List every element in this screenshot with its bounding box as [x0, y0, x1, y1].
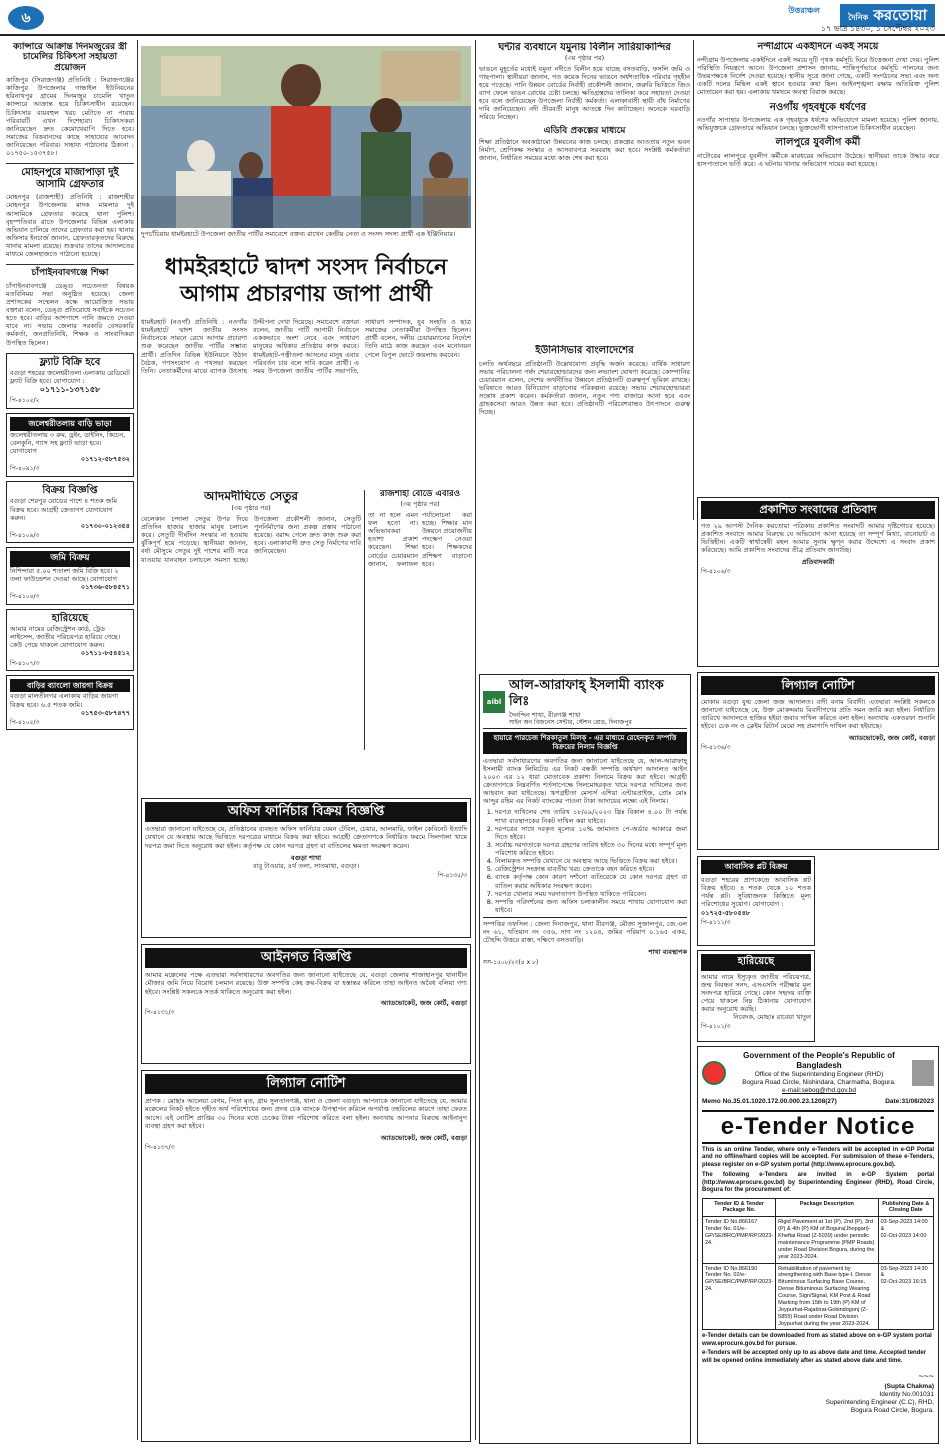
classified-body: আমার নামের রেজিস্ট্রেশন কার্ড, ট্রেড লাইসেন্স, জাতীয় পরিচয়পত্র হারিয়ে গেছে। কেউ পেয়ে থাকলে যোগাযোগ করুন।	[10, 625, 121, 650]
classified-ref: পি-৪১০৭/৩	[10, 659, 40, 667]
left-column	[6, 42, 134, 1447]
bank-condition: 2. দরপত্রের সাথে দরকৃত মূল্যের ১০% জামানত পে-অর্ডার আকারে জমা দিতে হইবে।	[495, 825, 687, 841]
legal-notice-ref: পি-৪১৩৭/৩	[145, 1143, 175, 1151]
page-number: ৬	[8, 6, 44, 30]
legal-notice-right-ref: পি-৪১৩৬/৩	[701, 743, 731, 751]
university-body: চলতি অর্থবছরে প্রতিষ্ঠানটি উল্লেখযোগ্য প্রবৃদ্ধি অর্জন করেছে। বার্ষিক সাধারণ সভায় পরিচালনা পর্ষদ শেয়ারহোল্ডারদের জন্য লভ্যাংশ ঘোষণা করেছে। কোম্পানির চেয়ারম্যান বলেন, দেশের অর্থনীতির উন্নয়নে প্রতিষ্ঠানটি গুরুত্বপূর্ণ ভূমিকা রাখছে। ভবিষ্যতে আরও বিনিয়োগ বাড়ানোর পরিকল্পনা রয়েছে। সভায় শেয়ারহোল্ডাররা সন্তোষ প্রকাশ করেন। কর্মকর্তারা জানান, নতুন পণ্য বাজারে আনা হবে এবং গ্রাহকসেবা আরও উন্নত করা হবে। প্রতিষ্ঠানটি পরিবেশবান্ধব উৎপাদনে গুরুত্ব দিচ্ছে।	[479, 359, 690, 417]
bank-branch: দৈনন্দিন শাখা, বীরগঞ্জ শাখা	[509, 710, 581, 719]
legal-notice-right-title: লিগ্যাল নোটিশ	[701, 676, 935, 695]
tender-office: Office of the Superintending Engineer (RHD)	[754, 1071, 884, 1078]
classified-phone: ০১৭১১-৮৫৪৫১২	[80, 649, 130, 658]
bank-condition: 6. ব্যাংক কর্তৃপক্ষ কোন কারণ দর্শানো ব্যতিরেকে যে কোন দরপত্র গ্রহণ বা বাতিল করার অধিকার সংরক্ষণ করেন।	[495, 873, 687, 889]
bank-signature: শাখা ব্যবস্থাপক	[648, 948, 687, 957]
classified-ref: পি-৪১০৫/৩	[10, 718, 40, 726]
bank-condition: 4. নিলামকৃত সম্পত্তি যেখানে যে অবস্থায় আছে ভিত্তিতে বিক্রয় করা হইবে।	[495, 857, 687, 865]
classified-phone: ০১৭১২-৫৮৭৫৩২	[80, 455, 130, 464]
tender-note2: e-Tenders will be accepted only up to as above date and time. Accepted tender will be opened online immediately after as stated above date and time.	[702, 1350, 927, 1364]
right-stories	[697, 42, 939, 520]
classified-body: নিশিন্দারা ৫.০০ শতাংশ জমি বিক্রি হবে। ২ তলা ফাউন্ডেশন দেওয়া আছে। যোগাযোগ	[10, 566, 119, 583]
classified-ad	[6, 353, 134, 409]
housing-phone: ০১৭২৫-৫৮০৫৪৮	[701, 908, 751, 917]
rajshahi-story	[364, 490, 472, 750]
furniture-address: বাবু টাওয়ার, ৪র্থ তলা, সাতমাথা, বগুড়া।	[252, 861, 360, 870]
classified-title: ফ্ল্যাট বিক্রি হবে	[39, 356, 101, 368]
classified-phone: ০১৭৩০-০১২৩৫৪	[80, 521, 130, 530]
tender-table	[702, 1198, 934, 1331]
naogaon-sub-headline: নওগাঁয় গৃহবধূকে ধর্ষণের	[769, 101, 867, 113]
naogaon-body: নন্দীগ্রাম উপজেলায় একইদিনে একই সময়ে দুটি পৃথক কর্মসূচি ঘিরে উত্তেজনা দেখা দেয়। পুলিশ পরিস্থিতি নিয়ন্ত্রণে আনে। উপজেলা প্রশাসন জানায়, শান্তিপূর্ণভাবে কর্মসূচি পালনের জন্য উভয়পক্ষকে নির্দেশ দেওয়া হয়েছে। স্থানীয় সূত্রে জানা গেছে, একটি সংগঠনের সভা এবং অন্য একটি দলের মিছিল একই স্থানে হওয়ার কথা ছিল। আইনশৃঙ্খলা রক্ষায় অতিরিক্ত পুলিশ মোতায়েন করা হয়। এলাকায় থমথমে অবস্থা বিরাজ করছে।	[697, 55, 939, 97]
jamuna-body: ভাঙনে মুহূর্তের মধ্যেই যমুনা নদীতে বিলীন হয়ে যাচ্ছে বসতবাড়ি, ফসলি জমি ও গাছপালা। স্থানীয়রা জানান, গত কয়েক দিনের ভাঙনে অর্ধশতাধিক পরিবার গৃহহীন হয়ে পড়েছে। পানি উন্নয়ন বোর্ডের নির্বাহী প্রকৌশলী জানান, জরুরি ভিত্তিতে জিও ব্যাগ ফেলে ভাঙন রোধের চেষ্টা চলছে। ক্ষতিগ্রস্তদের তালিকা করে সহায়তা দেওয়া হবে বলে জানিয়েছেন উপজেলা নির্বাহী কর্মকর্তা। এলাকাবাসী স্থায়ী বাঁধ নির্মাণের দাবি জানিয়েছেন। নদী তীরবর্তী মানুষ আতঙ্কে দিন কাটাচ্ছেন। অনেকে ঘরবাড়ি সরিয়ে নিচ্ছেন।	[479, 64, 690, 122]
page-header	[0, 0, 945, 36]
photo-caption: দুপচাঁচিয়ায় ধামইরহাটে উপজেলা জাতীয় পার্টির সমাবেশে বক্তব্য রাখেন কেন্দ্রীয় নেতা ও সংসদ সদস্য প্রার্থী এক ইঞ্জিনিয়ার।	[141, 230, 456, 238]
tender-email: e-mail:sebog@rhd.gov.bd	[781, 1087, 857, 1095]
naogaon-headline: নন্দীগ্রামে একইদিনে একই সময়ে	[757, 42, 879, 52]
column-rule	[693, 40, 694, 520]
bank-condition: 7. দরপত্র খোলার সময় দরদাতাগণ উপস্থিত থাকিতে পারিবেন।	[495, 890, 687, 898]
bank-auction-ad	[479, 674, 691, 1444]
bridge-headline: আদমদীঘিতে সেতুর	[204, 490, 298, 503]
rajshahi-headline: রাজশাহী বোর্ডে এবারও	[380, 490, 460, 499]
tender-col-header: Tender ID & Tender Package No.	[703, 1198, 776, 1217]
portrait-icon	[912, 1060, 934, 1086]
classified-phone: ০১৭১১-১৩৭১৫৮	[39, 385, 101, 395]
lalpur-body: নাটোরের লালপুরে যুবলীগ কর্মীকে মারধরের অভিযোগ উঠেছে। স্থানীয়রা তাকে উদ্ধার করে হাসপাতালে ভর্তি করে। এ ঘটনায় থানায় অভিযোগ দায়ের করা হয়েছে।	[697, 151, 939, 168]
cont-headline: চাঁপাইনবাবগঞ্জে শিক্ষা	[6, 264, 134, 278]
tender-date-cell: 03-Sep-2023 14:00 & 02-Oct-2023 14:00	[878, 1217, 933, 1263]
project-headline: এডিবি প্রকল্পের মাধ্যমে	[543, 125, 626, 136]
housing-title: আবাসিক প্লট বিক্রয়	[701, 860, 811, 874]
tender-gov-title: Government of the People's Republic of Bangladesh	[743, 1051, 895, 1070]
appeal-headline: ক্যান্সারে আক্রান্ত দিনমজুরের স্ত্রী চামেলির চিকিৎসা সহায়তা প্রয়োজন	[12, 42, 128, 73]
bank-address: সাইন অন বিজনেস সেন্টার, স্টেশন রোড, দিনাজপুর	[509, 718, 632, 726]
tender-memo: Memo No.35.01.1020.172.00.000.23.1208(27)	[702, 1098, 837, 1106]
lost-signature: নিবেদক, মোছাঃ রাবেয়া খাতুন	[733, 1013, 811, 1022]
appeal-body: কাজিপুর (সিরাজগঞ্জ) প্রতিনিধি : সিরাজগঞ্জের কাজিপুর উপজেলার গান্ধাইল ইউনিয়নের হরিনাথপুর গ্রামের দিনমজুর চামেলি খাতুন ক্যান্সারে আক্রান্ত হয়ে চিকিৎসাধীন রয়েছেন। চিকিৎসার ব্যয়বহুল খরচ মেটাতে না পারায় পরিবারটি এখন দিশেহারা। চিকিৎসকরা জানিয়েছেন দ্রুত কেমোথেরাপি দিতে হবে। সমাজের বিত্তবানদের কাছে সাহায্যের আবেদন জানিয়েছেন পরিবার। সাহায্য পাঠানোর ঠিকানা : ০১৭৫০-১৫৩৭৫৮।	[6, 76, 134, 158]
classified-ad	[6, 547, 134, 604]
lost-ref: পি-৪১০১/৩	[701, 1023, 731, 1031]
classified-body: বগুড়া শহরের জলেশ্বরীতলা এলাকায় রেডিমেট ফ্ল্যাট বিক্রি হবে। যোগাযোগ :	[10, 369, 130, 386]
legal-ref: পি-৪১৩১/৩	[145, 1008, 175, 1016]
classified-ad	[6, 675, 134, 730]
legal-notice-right-body: মোকাম বগুড়া যুগ্ম জেলা জজ আদালত। বাদী বনাম বিবাদী। এতদ্বারা সংশ্লিষ্ট সকলকে জানানো যাইতেছে যে, উক্ত মোকদ্দমায় বিবাদীগণের প্রতি সমন জারি করা হইল। নির্ধারিত তারিখে আদালতে হাজির হইয়া জবাব দাখিল করিতে বলা হইল। অন্যথায় একতরফা শুনানি হইবে। চেক নং ও ক্লেইম রিটার্ন মেমো সহ প্রমাণাদি দাখিল করা হইয়াছে।	[701, 698, 935, 731]
lost-body: আমার নামে ইস্যুকৃত জাতীয় পরিচয়পত্র, জন্ম নিবন্ধন সনদ, এসএসসি পরীক্ষার মূল সনদপত্র হারিয়ে গেছে। কোন সহৃদয় ব্যক্তি পেয়ে থাকলে নিম্ন ঠিকানায় যোগাযোগ করার অনুরোধ করছি।	[701, 972, 811, 1013]
protest-ref: পি-৪১০৬/৩	[701, 568, 731, 576]
rajshahi-sub: (৩য় পৃষ্ঠার পর)	[400, 499, 440, 508]
lead-story	[141, 318, 471, 488]
classified-ref: পি-৪১০৪/৩	[10, 593, 40, 600]
bank-schedule: সম্পত্তির তফসিল : জেলা দিনাজপুর, থানা বীরগঞ্জ, মৌজা সুজালপুর, জে.এল নং ৬১, খতিয়ান নং ৩৫৬, দাগ নং ১২০৪, জমির পরিমাণ ০.১৬৫ একর, চৌহদ্দি উত্তরে রাস্তা, দক্ষিণে বসতবাড়ি।	[483, 917, 687, 944]
lead-headline: ধামইরহাটে দ্বাদশ সংসদ নির্বাচনে আগাম প্রচারণায় জাপা প্রার্থী	[164, 254, 448, 307]
university-headline: ইউনিসিভার বাংলাদেশের	[535, 345, 634, 356]
classified-ad	[6, 481, 134, 544]
tender-circle: Bogura Road Circle, Nishindara, Charmatha, Bogura.	[742, 1079, 896, 1087]
bridge-sub: (৩য় পৃষ্ঠার পর)	[231, 503, 271, 512]
bridge-body: বেলেকান চন্দালা সেতুর উপর দিয়ে প্রতিদিন হাজার হাজার মানুষ চলাচল করে। সেতুটি দীর্ঘদিন সংস্কার না হওয়ায় ঝুঁকিপূর্ণ হয়ে পড়েছে। স্থানীয়রা জানান, বর্ষা মৌসুমে সেতুর দুই পাশের মাটি সরে যাওয়ায় যানবাহন চলাচলে সমস্যা হচ্ছে। উপজেলা প্রকৌশলী জানান, সেতুটি পুনর্নির্মাণের জন্য প্রকল্প প্রস্তাব পাঠানো হয়েছে। বরাদ্দ পেলে দ্রুত কাজ শুরু করা হবে। এলাকাবাসী দ্রুত সেতু নির্মাণের দাবি জানিয়েছেন।	[141, 514, 361, 564]
classified-ref: পি-৪১০৫/২	[10, 397, 40, 405]
tender-intro2: The following e-Tenders are invited in e-GP System portal (http://www.eprocure.gov.bd) by Superintending Engineer (RHD), Road Circle, Bogura for the procurement of:	[702, 1172, 934, 1193]
protest-body: গত ২৯ আগস্ট দৈনিক করতোয়া পত্রিকায় প্রকাশিত সংবাদটি আমার দৃষ্টিগোচর হয়েছে। প্রকাশিত সংবাদে আমার বিরুদ্ধে যে অভিযোগ আনা হয়েছে তা সম্পূর্ণ মিথ্যা, বানোয়াট ও ভিত্তিহীন। একটি স্বার্থান্বেষী মহল আমার সুনাম ক্ষুণ্ন করার উদ্দেশ্যে এ সংবাদ প্রকাশ করিয়েছে। আমি প্রকাশিত সংবাদের তীব্র প্রতিবাদ জানাচ্ছি।	[701, 521, 935, 555]
legal-body: আমার মক্কেলের পক্ষে এতদ্বারা সর্বসাধারণের অবগতির জন্য জানানো যাইতেছে যে, বগুড়া জেলার শাজাহানপুর থানাধীন মৌজার জমি নিয়ে বিরোধ চলমান রয়েছে। উক্ত সম্পত্তি কেহ ক্রয়-বিক্রয় বা হস্তান্তর করিলে তাহা আইনত অবৈধ বলিয়া গণ্য হইবে। সংশ্লিষ্ট সকলকে সতর্ক থাকিতে অনুরোধ করা হইল।	[145, 971, 467, 996]
bank-logo-icon: aibl	[483, 691, 505, 713]
classified-body: জলেশ্বরীতলায় ৩ রুম, ড্রইং, ডাইনিং, কিচেন, বেলকুনি, গ্যাস সহ ফ্ল্যাট ভাড়া হবে। যোগাযোগ	[10, 430, 126, 456]
etender-ad	[697, 1046, 939, 1444]
legal-notice-right-signature: অ্যাডভোকেট, জজ কোর্ট, বগুড়া	[848, 733, 935, 742]
legal-notice-title: লিগ্যাল নোটিশ	[145, 1074, 467, 1094]
tender-note1: e-Tender details can be downloaded from as stated above on e-GP system portal www.eprocure.gov.bd for pursue.	[702, 1333, 932, 1347]
lost-ad	[697, 950, 815, 1042]
bank-condition: 5. রেজিস্ট্রেশন সংক্রান্ত যাবতীয় খরচ ক্রেতাকে বহন করিতে হইবে।	[495, 865, 687, 873]
rally-photo-image	[141, 46, 471, 228]
tender-date-cell: 03-Sep-2023 14:30 & 02-Oct-2023 16:15	[878, 1263, 933, 1330]
legal-notice-signature: অ্যাডভোকেট, জজ কোর্ট, বগুড়া	[380, 1133, 467, 1142]
tender-sign-title: Superintending Engineer (C.C), RHD,	[825, 1398, 934, 1406]
legal-signature: অ্যাডভোকেট, জজ কোর্ট, বগুড়া	[380, 998, 467, 1007]
dateline: ১৭ ভাদ্র ১৪৩০, ১ সেপ্টেম্বর ২০২৩	[820, 24, 935, 33]
tender-col-header: Publishing Date & Closing Date	[878, 1198, 933, 1217]
classified-phone: ০১৭৫৩-৫৮৭৪৭৭	[80, 708, 130, 717]
rajshahi-body: তা না হলে এমন ফল হতো না। অভিভাবকরা হতাশা প্রকাশ করেছেন। শিক্ষা বোর্ডের চেয়ারম্যান জানান, ফলাফল পর্যালোচনা করা হচ্ছে। শিক্ষার মান উন্নয়নে প্রয়োজনীয় পদক্ষেপ নেওয়া হবে। শিক্ষকদের প্রশিক্ষণ বাড়ানো হবে।	[368, 510, 472, 568]
column-rule	[137, 40, 138, 1440]
classified-title: হারিয়েছে	[51, 612, 89, 624]
classified-title: বাড়ির ব্যাংলো জায়গা বিক্রয়	[10, 679, 130, 692]
classified-phone: ০১৭৩৬-৫৮৪৫৭১	[80, 582, 130, 591]
bank-condition: 1. দরপত্র দাখিলের শেষ তারিখ ১৮/০৯/২০২৩ খ্রিঃ বিকাল ৪.০০ টা পর্যন্ত শাখা ব্যবস্থাপকের নিকট দাখিল করা যাইবে।	[495, 808, 687, 824]
classified-ref: পি-৪০৯১/৩	[10, 465, 40, 473]
lead-body: ধামইরহাট (নওগাঁ) প্রতিনিধি : নওগাঁর ধামইরহাটে দ্বাদশ জাতীয় সংসদ নির্বাচনকে সামনে রেখে আগাম প্রচারণা শুরু করেছেন জাতীয় পার্টির সম্ভাব্য প্রার্থী। প্রতিদিন বিভিন্ন ইউনিয়নে উঠান বৈঠক, গণসংযোগ ও পথসভা করছেন তিনি। নেতাকর্মীদের মাঝে ব্যাপক উৎসাহ উদ্দীপনা দেখা দিয়েছে। সমাবেশে বক্তারা বলেন, জাতীয় পার্টি আগামী নির্বাচনে এককভাবে অংশ নেবে এবং সাধারণ মানুষের অধিকার প্রতিষ্ঠায় কাজ করবে। ধামইরহাট-পত্নীতলা আসনের মানুষ এবার পরিবর্তন চায় বলে দাবি করেন প্রার্থী। এ সময় উপজেলা জাতীয় পার্টির সভাপতি, সাধারণ সম্পাদক, যুব সংহতি ও ছাত্র সমাজের নেতাকর্মীরা উপস্থিত ছিলেন। প্রার্থী বলেন, দলীয় চেয়ারম্যানের নির্দেশে তিনি মাঠে কাজ করছেন এবং মনোনয়ন পেলে বিপুল ভোটে জয়লাভ করবেন।	[141, 318, 471, 375]
lalpur-headline: লালপুরে যুবলীগ কর্মী	[775, 137, 861, 149]
university-story	[479, 345, 690, 670]
classified-title: বিক্রয় বিজ্ঞপ্তি	[42, 484, 98, 496]
tender-date: Date:31/08/2023	[885, 1098, 934, 1106]
jamuna-sub: (৩য় পৃষ্ঠার পর)	[564, 53, 605, 62]
bank-ref: সস-১৫০৮/২৩(৪ x ৮)	[483, 958, 539, 966]
edition-label: উত্তরাঞ্চল	[788, 6, 820, 15]
protest-signature: প্রতিবাদকারী	[801, 558, 835, 567]
classified-title: জলেশ্বরীতলায় বাড়ি ভাড়া	[10, 417, 130, 431]
tender-sign-id: Identity No.001031	[879, 1390, 934, 1398]
tender-id-cell: Tender ID No.866167 Tender No. 01/e-GP/SE/BRC/PMP/RP/2023-24.	[703, 1217, 776, 1263]
jamuna-story	[479, 42, 690, 342]
classified-ref: পি-৪১০৯/৩	[10, 531, 40, 539]
tender-desc-cell: Rehabilitation of pavement by strengthening with Base type-I, Dense Bituminous Surfacing Base Course, Dense Bituminous Surfacing Wearing Course, Sign/Signal, KM Post & Road Marking from 15th to 19th (P) KM of Joypurhat-Rajabirat-Gobindogonj (Z-5855) Road under Road Division Joypurhat during the year 2023-2024.	[776, 1263, 878, 1330]
classified-ad	[6, 609, 134, 672]
furniture-ref: পি-৪১৩৫/৩	[437, 871, 467, 879]
legal-notice-right-ad	[697, 672, 939, 850]
legal-title: আইনগত বিজ্ঞপ্তি	[145, 948, 467, 968]
tender-sign-place: Bogura Road Circle, Bogura.	[850, 1407, 934, 1414]
legal-ad	[141, 944, 471, 1064]
column-rule	[475, 40, 476, 1440]
furniture-body: এতদ্বারা জানানো যাইতেছে যে, প্রতিষ্ঠানের ব্যবহৃত অফিস ফার্নিচার যেমন টেবিল, চেয়ার, আলমারি, ফাইল কেবিনেট ইত্যাদি যেখানে যে অবস্থায় আছে ভিত্তিতে দরপত্রের মাধ্যমে বিক্রয় করা হইবে। আগ্রহী ক্রেতাগণকে নির্ধারিত ফরমে সিলগালা খামে দরপত্র জমা দিতে অনুরোধ করা হইল। কর্তৃপক্ষ যে কোন দরপত্র গ্রহণ বা বাতিলের ক্ষমতা সংরক্ষণ করেন।	[145, 825, 467, 850]
housing-body: বগুড়া শহরের প্রাণকেন্দ্রে আবাসিক প্লট বিক্রয় হইবে। ৪ শতক থেকে ১০ শতক পর্যন্ত প্লট। সুবিধাজনক কিস্তিতে মূল্য পরিশোধের সুযোগ। যোগাযোগ :	[701, 876, 811, 909]
bank-body: এতদ্বারা সর্বসাধারণের অবগতির জন্য জানানো যাইতেছে যে, আল-আরাফাহ্ ইসলামী ব্যাংক লিমিটেড এর নিকট বন্ধকী সম্পত্তি অর্থঋণ আদালত আইন ২০০৩ এর ১২ ধারা মোতাবেক প্রকাশ্য নিলামে বিক্রয় করা হইবে। আগ্রহী ক্রেতাগণকে নিম্নবর্ণিত শর্তসাপেক্ষে সিলমোহরকৃত খামে দরপত্র দাখিলের জন্য আহবান করা যাইতেছে। ঋণগ্রহীতা মেসার্স এশিয়া এন্টারপ্রাইজ, প্রোঃ মোঃ আব্দুর রহিম এর নিকট ব্যাংকের পাওনা টাকা আদায়ের লক্ষ্যে এই নিলাম।	[483, 756, 687, 806]
classified-body: বগুড়া শেরপুর রোডের পাশে ৪ শতক জমি বিক্রয় হবে। আগ্রহী ক্রেতাগণ যোগাযোগ করুন।	[10, 497, 117, 522]
bank-name: আল-আরাফাহ্ ইসলামী ব্যাংক লিঃ	[509, 678, 664, 710]
masthead-sub: দৈনিক	[848, 12, 869, 22]
classified-body: বগুড়া মালতীনগর এলাকায় বাড়ির জায়গা বিক্রয় হবে। ৬.৫ শতক জমি।	[10, 692, 119, 709]
furniture-title: অফিস ফার্নিচার বিক্রয় বিজ্ঞপ্তি	[145, 802, 467, 822]
bank-subtitle: হায়ারে পারচেজ শিরকাতুল মিলক্ - এর মাধ্যমে রেহেনকৃত সম্পত্তি বিক্রয়ের নিলাম বিজ্ঞপ্তি	[483, 732, 687, 754]
arrest-body: মোহনপুর (রাজশাহী) প্রতিনিধি : রাজশাহীর মোহনপুর উপজেলায় মাদক মামলার দুই আসামিকে গ্রেফতার করেছে থানা পুলিশ। বৃহস্পতিবার রাতে উপজেলার বিভিন্ন এলাকায় অভিযান চালিয়ে তাদের গ্রেফতার করা হয়। থানার অফিসার ইনচার্জ জানান, গ্রেফতারকৃতদের বিরুদ্ধে থানায় মামলা রয়েছে। শুক্রবার তাদের আদালতের মাধ্যমে জেলহাজতে পাঠানো হয়েছে।	[6, 193, 134, 259]
classified-title: জমি বিক্রয়	[10, 551, 130, 566]
project-body: শিক্ষা প্রতিষ্ঠানে অবকাঠামো উন্নয়নের কাজ চলছে। প্রকল্পের আওতায় নতুন ভবন নির্মাণ, শ্রেণিকক্ষ সংস্কার ও আসবাবপত্র সরবরাহ করা হবে। সংশ্লিষ্ট কর্মকর্তারা জানান, নির্ধারিত সময়ের মধ্যে কাজ শেষ করা হবে।	[479, 137, 690, 163]
classified-ad	[6, 413, 134, 477]
tender-id-cell: Tender ID No.866190 Tender No. 02/e-GP/SE/BRC/PMP/RP/2023-24.	[703, 1263, 776, 1330]
housing-ref: পি-৪১১১/৩	[701, 918, 731, 926]
furniture-branch: বগুড়া শাখা	[290, 853, 322, 862]
bank-conditions	[495, 808, 687, 914]
naogaon-sub-body: নওগাঁর সাপাহার উপজেলায় এক গৃহবধূকে ধর্ষণের অভিযোগে মামলা হয়েছে। পুলিশ জানায়, অভিযুক্তকে গ্রেফতারে অভিযান চলছে। ভুক্তভোগী হাসপাতালে চিকিৎসাধীন রয়েছেন।	[697, 116, 939, 133]
legal-notice-ad	[141, 1070, 471, 1442]
furniture-ad	[141, 798, 471, 938]
bank-condition: 8. সম্পত্তি পরিদর্শনের জন্য অফিস চলাকালীন সময়ে শাখায় যোগাযোগ করা যাইবে।	[495, 898, 687, 914]
tender-title: e-Tender Notice	[702, 1110, 934, 1144]
gov-emblem-icon	[702, 1061, 726, 1085]
table-row	[703, 1217, 934, 1263]
masthead-title: করতোয়া	[873, 6, 927, 24]
signature-icon: ~~~	[918, 1371, 934, 1382]
tender-col-header: Package Description	[776, 1198, 878, 1217]
protest-title: প্রকাশিত সংবাদের প্রতিবাদ	[701, 501, 935, 519]
news-photo	[141, 46, 471, 228]
tender-desc-cell: Rigid Pavement at 1st (P), 2nd (P), 3rd (P) & 4th (P) KM of Bogura(Jhopgari)-Kheftai Road (Z-5039) under periodic maintenance Programme (PMP Roads) under Road Division Bogura, during the year 2023-2024.	[776, 1217, 878, 1263]
jamuna-headline: ঘন্টার ব্যবধানে যমুনায় বিলীন সারিয়াকান্দির	[498, 42, 671, 53]
cont-body: চাঁপাইনবাবগঞ্জে ডেঙ্গু সচেতনতা বিষয়ক মতবিনিময় সভা অনুষ্ঠিত হয়েছে। জেলা প্রশাসকের সম্মেলন কক্ষে আয়োজিত সভায় বক্তারা বলেন, ডেঙ্গু প্রতিরোধে সবাইকে সচেতন হতে হবে। বাড়ির আশপাশে পানি জমতে দেওয়া যাবে না। সভায় জেলার সরকারি বেসরকারি কর্মকর্তা, জনপ্রতিনিধি, শিক্ষক ও সাংবাদিকরা উপস্থিত ছিলেন।	[6, 281, 134, 347]
table-row	[703, 1263, 934, 1330]
protest-ad	[697, 497, 939, 667]
legal-notice-body: প্রাপক : মোছাঃ আলেয়া বেগম, পিতা মৃত, গ্রাম সুলতানগঞ্জ, থানা ও জেলা বগুড়া। আপনাকে জানানো যাইতেছে যে, আমার মক্কেলের নিকট হইতে গৃহীত অর্থ পরিশোধের জন্য প্রদত্ত চেক ব্যাংকে উপস্থাপন করিলে অপর্যাপ্ত তহবিলের কারণে তাহা ফেরত আসে। এই নোটিশ প্রাপ্তির ৩০ দিনের মধ্যে চেকের টাকা পরিশোধ করিতে বলা হইল। অন্যথায় আপনার বিরুদ্ধে আইনানুগ ব্যবস্থা গ্রহণ করা হইবে।	[145, 1097, 467, 1130]
arrest-headline: মোহনপুরে মাজাপাড়া দুই আসামি গ্রেফতার	[6, 163, 134, 190]
bridge-story	[141, 490, 361, 785]
housing-ad	[697, 856, 815, 946]
tender-sign-name: (Supta Chakma)	[884, 1382, 934, 1390]
lost-title: হারিয়েছে	[701, 954, 811, 971]
tender-intro: This is an online Tender, where only e-Tenders will be accepted in e-GP Portal and no offline/hard copies will be accepted. For submission of these e-Tenders, please register on e-GP system portal (http://www.eprocure.gov.bd).	[702, 1146, 934, 1168]
bank-condition: 3. সর্বোচ্চ দরদাতাকে দরপত্র গ্রহণের তারিখ হইতে ৩০ দিনের মধ্যে সম্পূর্ণ মূল্য পরিশোধ করিতে হইবে।	[495, 841, 687, 857]
